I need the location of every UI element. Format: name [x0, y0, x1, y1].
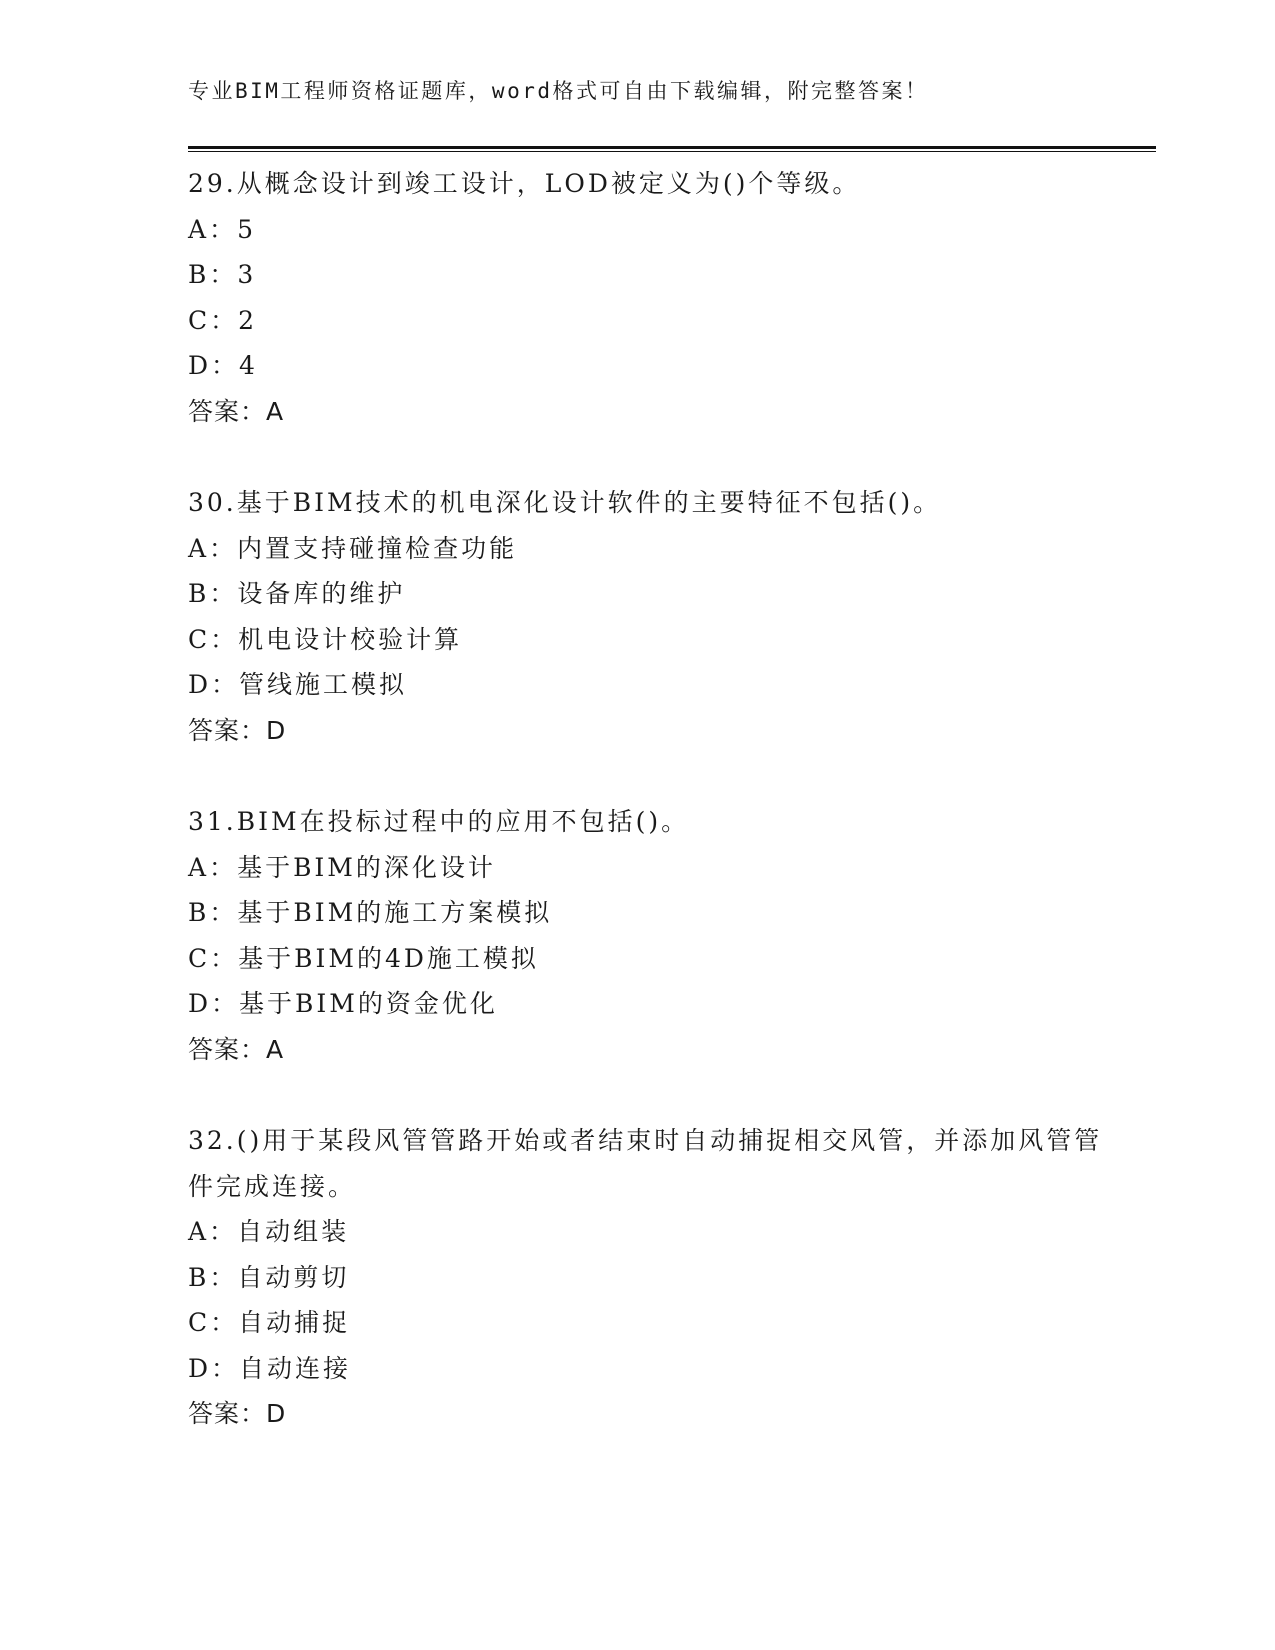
answer-value: A — [266, 396, 285, 426]
option-d — [188, 662, 1128, 708]
option-key: D： — [188, 1353, 240, 1383]
answer-label: 答案： — [188, 396, 267, 426]
option-key: B： — [188, 1262, 238, 1292]
option-key: B： — [188, 579, 238, 608]
question-text: 从概念设计到竣工设计，LOD被定义为()个等级。 — [236, 169, 861, 198]
option-text: 基于BIM的施工方案模拟 — [237, 898, 553, 927]
answer-line — [188, 389, 1128, 435]
option-key: C： — [188, 1308, 239, 1337]
option-text: 内置支持碰撞检查功能 — [237, 533, 518, 563]
option-a — [188, 1209, 1128, 1255]
question-stem — [188, 1118, 1128, 1209]
option-text: 基于BIM的深化设计 — [237, 852, 496, 882]
option-key: D： — [188, 351, 240, 380]
question-text: BIM在投标过程中的应用不包括()。 — [236, 807, 690, 836]
question-stem — [188, 161, 1128, 207]
option-a — [188, 207, 1128, 253]
option-b — [188, 252, 1128, 298]
answer-line — [188, 1027, 1128, 1073]
question-stem — [188, 480, 1128, 526]
option-text: 自动捕捉 — [238, 1308, 351, 1337]
option-text: 4 — [239, 351, 258, 380]
option-c — [188, 1300, 1128, 1346]
answer-label: 答案： — [188, 715, 267, 745]
question-31 — [188, 799, 1128, 1072]
option-c — [188, 936, 1128, 982]
question-32 — [188, 1118, 1128, 1437]
question-number: 29. — [188, 169, 237, 198]
option-key: A： — [188, 533, 238, 563]
option-text: 自动剪切 — [237, 1262, 350, 1292]
option-c — [188, 617, 1128, 663]
answer-value: D — [266, 715, 287, 745]
option-key: A： — [188, 1217, 238, 1246]
option-text: 2 — [238, 305, 258, 335]
question-text: ()用于某段风管管路开始或者结束时自动捕捉相交风管，并添加风管管件完成连接。 — [188, 1126, 1103, 1201]
answer-label: 答案： — [188, 1034, 267, 1064]
option-d — [188, 1346, 1128, 1392]
option-b — [188, 890, 1128, 936]
option-key: D： — [188, 989, 240, 1018]
option-text: 机电设计校验计算 — [238, 624, 463, 654]
question-list — [188, 161, 1128, 1483]
option-d — [188, 343, 1128, 389]
option-key: C： — [188, 305, 239, 335]
answer-line — [188, 708, 1128, 754]
option-key: D： — [188, 670, 240, 699]
option-text: 自动连接 — [239, 1353, 352, 1383]
header-divider-thin — [188, 151, 1156, 152]
option-d — [188, 981, 1128, 1027]
answer-line — [188, 1391, 1128, 1437]
option-a — [188, 526, 1128, 572]
option-key: C： — [188, 624, 239, 654]
option-text: 管线施工模拟 — [239, 670, 408, 699]
option-text: 3 — [237, 260, 257, 289]
option-key: B： — [188, 260, 238, 289]
question-number: 30. — [188, 488, 237, 517]
page-header: 专业BIM工程师资格证题库，word格式可自由下载编辑，附完整答案！ — [188, 79, 929, 103]
question-number: 31. — [188, 807, 237, 836]
question-30 — [188, 480, 1128, 753]
option-key: A： — [188, 214, 238, 244]
answer-label: 答案： — [188, 1399, 267, 1428]
question-stem — [188, 799, 1128, 845]
option-text: 设备库的维护 — [237, 579, 406, 608]
option-a — [188, 845, 1128, 891]
option-b — [188, 1255, 1128, 1301]
question-number: 32. — [188, 1126, 237, 1155]
question-text: 基于BIM技术的机电深化设计软件的主要特征不包括()。 — [236, 488, 942, 517]
option-key: B： — [188, 898, 238, 927]
header-divider-thick — [188, 146, 1156, 149]
option-text: 自动组装 — [237, 1217, 350, 1246]
option-b — [188, 571, 1128, 617]
answer-value: A — [266, 1034, 285, 1064]
option-c — [188, 298, 1128, 344]
answer-value: D — [266, 1399, 287, 1428]
option-text: 基于BIM的4D施工模拟 — [238, 943, 539, 973]
option-key: C： — [188, 943, 239, 973]
option-key: A： — [188, 852, 238, 882]
question-29 — [188, 161, 1128, 434]
option-text: 基于BIM的资金优化 — [239, 989, 498, 1018]
option-text: 5 — [237, 214, 256, 244]
